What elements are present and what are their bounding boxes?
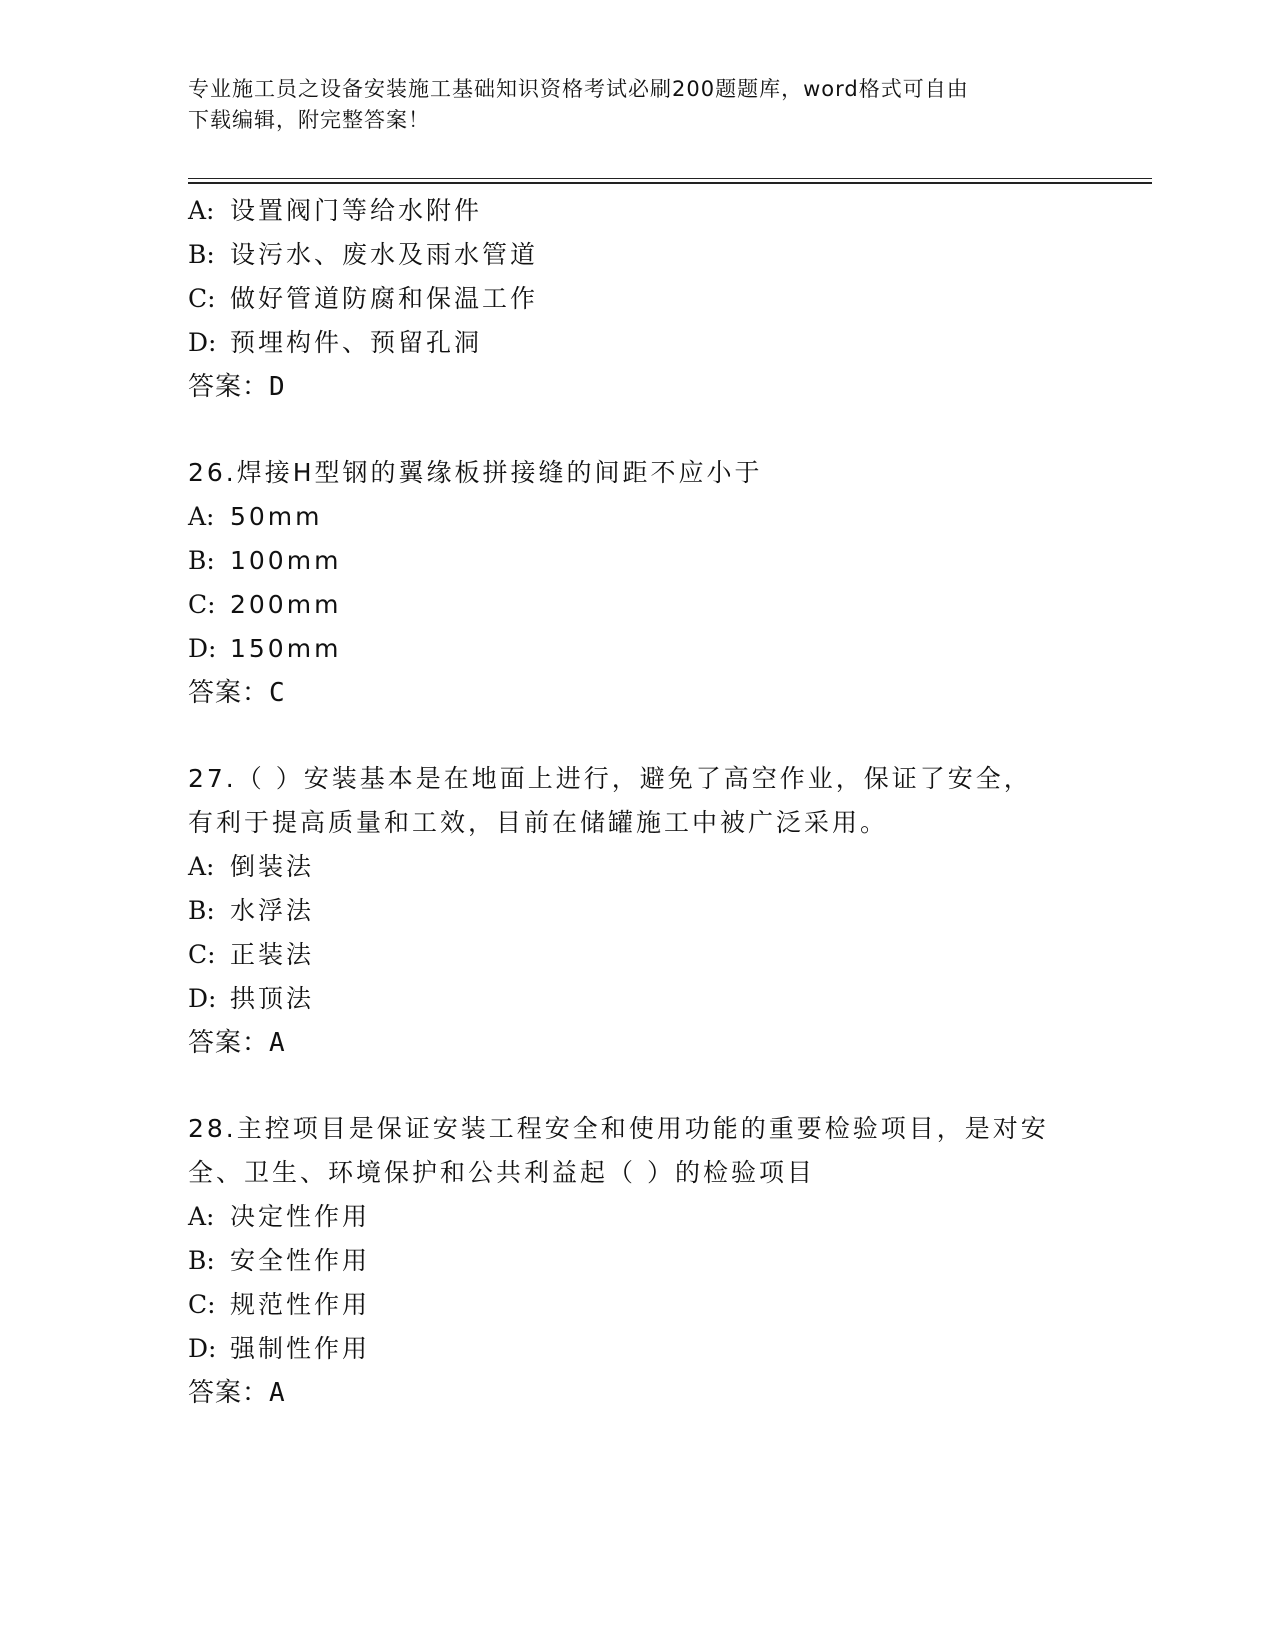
q28-question-text-line-2: 全、卫生、环境保护和公共利益起（ ）的检验项目 xyxy=(188,1158,815,1187)
option-text: 200mm xyxy=(230,590,342,619)
option-text: 设污水、废水及雨水管道 xyxy=(230,240,539,269)
option-text: 做好管道防腐和保温工作 xyxy=(230,284,539,313)
option-text: 50mm xyxy=(230,502,323,531)
q28-option-b xyxy=(188,1246,370,1276)
q26-option-a xyxy=(188,502,323,532)
answer-label: 答案： xyxy=(188,1028,270,1058)
option-key: D: xyxy=(188,328,217,357)
q26-option-b xyxy=(188,546,341,576)
option-text: 倒装法 xyxy=(230,852,315,881)
option-text: 150mm xyxy=(230,634,342,663)
answer-label: 答案： xyxy=(188,678,270,708)
q27-option-d xyxy=(188,984,314,1014)
q27-option-b xyxy=(188,896,314,926)
option-key: C: xyxy=(188,590,216,619)
q26-option-c xyxy=(188,590,341,620)
option-key: A: xyxy=(188,1202,215,1231)
q28-option-c xyxy=(188,1290,370,1320)
document-header xyxy=(188,74,1088,136)
option-text: 100mm xyxy=(230,546,342,575)
option-key: B: xyxy=(188,896,215,925)
option-text: 安全性作用 xyxy=(230,1246,371,1275)
answer-value: D xyxy=(269,372,286,402)
option-key: B: xyxy=(188,1246,215,1275)
answer-label: 答案： xyxy=(188,1378,270,1408)
option-text: 正装法 xyxy=(230,940,315,969)
option-key: C: xyxy=(188,1290,216,1319)
option-key: A: xyxy=(188,196,215,225)
option-text: 预埋构件、预留孔洞 xyxy=(230,328,483,357)
q25-option-c xyxy=(188,284,538,314)
option-key: C: xyxy=(188,284,216,313)
q28-option-d xyxy=(188,1334,370,1364)
q25-option-b xyxy=(188,240,538,270)
q28-question-text-line-1: 28.主控项目是保证安装工程安全和使用功能的重要检验项目，是对安 xyxy=(188,1114,1049,1143)
q25-option-d xyxy=(188,328,482,358)
header-line-2: 下载编辑，附完整答案！ xyxy=(188,108,430,132)
q27-question-text-line-1: 27.（ ）安装基本是在地面上进行，避免了高空作业，保证了安全， xyxy=(188,764,1032,793)
answer-label: 答案： xyxy=(188,372,270,402)
option-text: 水浮法 xyxy=(230,896,315,925)
option-text: 规范性作用 xyxy=(230,1290,371,1319)
option-key: D: xyxy=(188,984,217,1013)
q26-option-d xyxy=(188,634,341,664)
option-key: D: xyxy=(188,1334,217,1363)
option-key: B: xyxy=(188,240,215,269)
option-text: 决定性作用 xyxy=(230,1202,371,1231)
header-divider-thin xyxy=(188,178,1152,179)
option-key: A: xyxy=(188,852,215,881)
q27-option-a xyxy=(188,852,314,882)
option-key: A: xyxy=(188,502,215,531)
q25-option-a xyxy=(188,196,482,226)
answer-value: A xyxy=(269,1028,286,1058)
q27-option-c xyxy=(188,940,314,970)
q27-answer xyxy=(188,1028,286,1058)
option-text: 强制性作用 xyxy=(230,1334,371,1363)
option-text: 拱顶法 xyxy=(230,984,315,1013)
header-line-1: 专业施工员之设备安装施工基础知识资格考试必刷200题题库，word格式可自由 xyxy=(188,77,969,101)
header-divider-thick xyxy=(188,182,1152,184)
q28-answer xyxy=(188,1378,286,1408)
option-key: D: xyxy=(188,634,217,663)
option-key: B: xyxy=(188,546,215,575)
q26-question-text: 26.焊接H型钢的翼缘板拼接缝的间距不应小于 xyxy=(188,458,763,487)
q28-option-a xyxy=(188,1202,370,1232)
q25-answer xyxy=(188,372,286,402)
option-key: C: xyxy=(188,940,216,969)
option-text: 设置阀门等给水附件 xyxy=(230,196,483,225)
q27-question-text-line-2: 有利于提高质量和工效，目前在储罐施工中被广泛采用。 xyxy=(188,808,889,837)
q26-answer xyxy=(188,678,286,708)
answer-value: C xyxy=(269,678,286,708)
answer-value: A xyxy=(269,1378,286,1408)
